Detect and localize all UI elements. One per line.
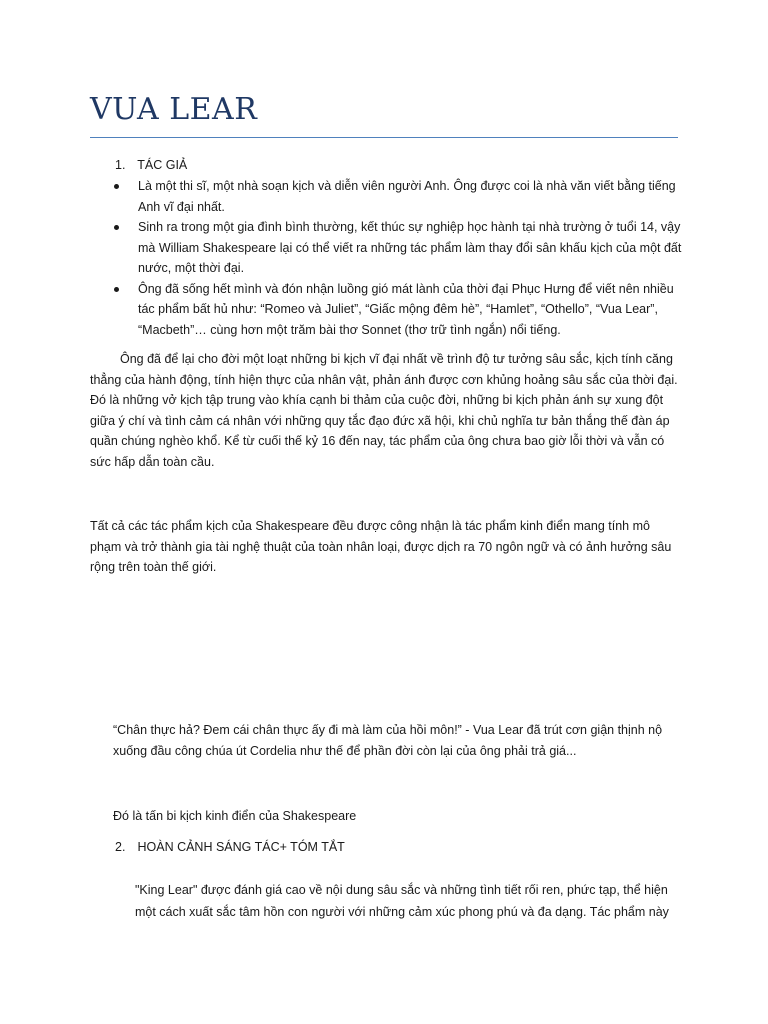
bullet-item bbox=[110, 176, 690, 217]
section-number: 2. bbox=[115, 840, 126, 854]
bullet-text: Sinh ra trong một gia đình bình thường, kết thúc sự nghiệp học hành tại nhà trường ở tuổi 14, vậy mà William Shakespeare lại có thể viết ra những tác phẩm làm thay đổi sân khấu kịch của một đất nước, một thời đại. bbox=[138, 220, 682, 275]
title-underline bbox=[90, 137, 678, 138]
document-title: VUA LEAR bbox=[90, 92, 258, 127]
bullet-icon bbox=[114, 225, 119, 230]
paragraph-recognition: Tất cả các tác phẩm kịch của Shakespeare đều được công nhận là tác phẩm kinh điển mang tính mô phạm và trở thành gia tài nghệ thuật của toàn nhân loại, được dịch ra 70 ngôn ngữ và có ảnh hưởng sâu rộng trên toàn thế giới. bbox=[90, 519, 672, 574]
bullet-item bbox=[110, 217, 690, 279]
author-bullet-list bbox=[110, 176, 690, 340]
section-number: 1. bbox=[115, 158, 126, 172]
section-title: HOÀN CẢNH SÁNG TÁC+ TÓM TẮT bbox=[137, 840, 345, 854]
section-heading-author bbox=[115, 158, 187, 172]
section-heading-context bbox=[115, 840, 345, 854]
section-title: TÁC GIẢ bbox=[137, 158, 188, 172]
bullet-text: Ông đã sống hết mình và đón nhận luồng gió mát lành của thời đại Phục Hưng để viết nên nhiều tác phẩm bất hủ như: “Romeo và Juliet”, “Giấc mộng đêm hè”, “Hamlet”, “Othello”, “Vua Lear”, “Macbeth”… cùng hơn một trăm bài thơ Sonnet (thơ trữ tình ngắn) nổi tiếng. bbox=[138, 281, 674, 337]
bullet-icon bbox=[114, 184, 119, 189]
paragraph-tragedies: Ông đã để lại cho đời một loạt những bi kịch vĩ đại nhất về trình độ tư tưởng sâu sắc, kịch tính căng thẳng của hành động, tính hiện thực của nhân vật, phản ánh được cơn khủng hoảng sâu sắc của thời đại. Đó là những vở kịch tập trung vào khía cạnh bi thảm của cuộc đời, những bi kịch phản ánh sự xung đột giữa ý chí và tình cảm cá nhân với những quy tắc đạo đức xã hội, khi chủ nghĩa tư bản thắng thế đàn áp quần chúng nghèo khổ. Kể từ cuối thế kỷ 16 đến nay, tác phẩm của ông chưa bao giờ lỗi thời và vẫn có sức hấp dẫn toàn cầu. bbox=[90, 352, 678, 469]
bullet-item bbox=[110, 279, 690, 341]
bullet-icon bbox=[114, 287, 119, 292]
quote-paragraph: “Chân thực hả? Đem cái chân thực ấy đi mà làm của hồi môn!” - Vua Lear đã trút cơn giận thịnh nộ xuống đầu công chúa út Cordelia như thế để phần đời còn lại của ông phải trả giá... bbox=[113, 723, 663, 758]
quote-caption: Đó là tấn bi kịch kinh điển của Shakespeare bbox=[113, 809, 357, 823]
bullet-text: Là một thi sĩ, một nhà soạn kịch và diễn viên người Anh. Ông được coi là nhà văn viết bằng tiếng Anh vĩ đại nhất. bbox=[138, 179, 676, 214]
summary-paragraph: "King Lear" được đánh giá cao về nội dung sâu sắc và những tình tiết rối ren, phức tạp, thể hiện một cách xuất sắc tâm hồn con người với những cảm xúc phong phú và đa dạng. Tác phẩm này bbox=[135, 883, 669, 919]
